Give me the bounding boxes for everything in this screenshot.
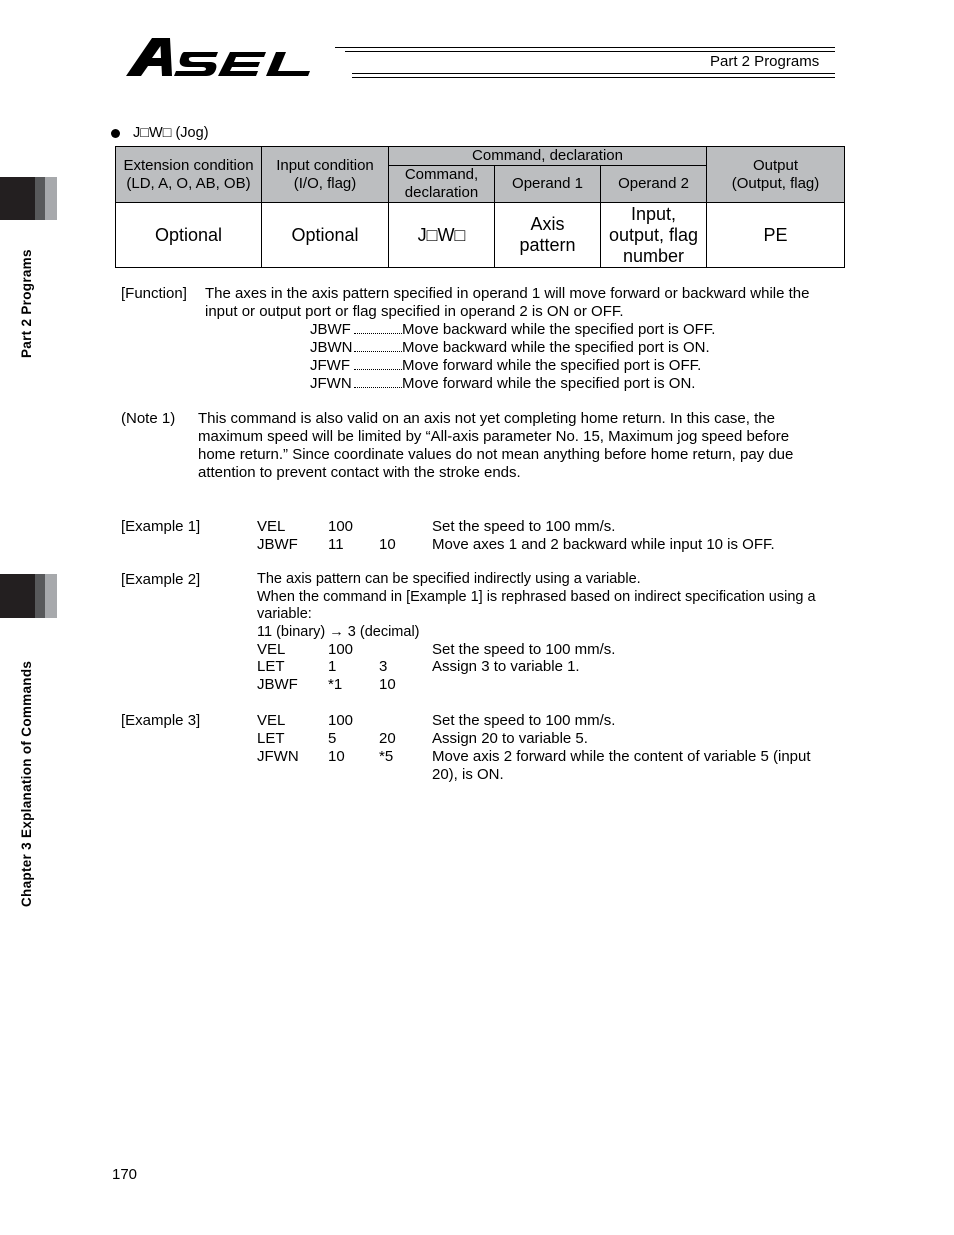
header-command-group: Command, declaration [389,147,707,166]
intro-line: variable: [257,606,312,622]
code-command: VEL [257,712,286,729]
cell-operand-2 [601,203,707,268]
function-text: The axes in the axis pattern specified in operand 1 will move forward or backward while the [205,285,810,302]
example-3-label: [Example 3] [121,712,201,729]
function-label: [Function] [121,285,187,302]
header-rule [352,77,835,78]
variant-command: JFWF [310,357,350,374]
note-line: This command is also valid on an axis not yet completing home return. In this case, the [198,410,775,427]
variant-row [310,375,715,393]
variant-command: JBWF [310,321,351,338]
code-comment: Move axes 1 and 2 backward while input 10 is OFF. [432,536,775,553]
code-operand-2: 10 [379,536,396,553]
example-2-label: [Example 2] [121,571,201,588]
variant-row [310,339,715,357]
code-operand-1: 11 [328,536,344,553]
header-command [389,166,495,203]
leader-dots [354,321,402,334]
intro-line: When the command in [Example 1] is rephrased based on indirect specification using a [257,588,816,605]
code-operand-2: 3 [379,658,388,675]
header-text: (LD, A, O, AB, OB) [126,174,251,192]
command-table [115,146,845,268]
code-comment: Assign 20 to variable 5. [432,730,588,747]
variant-row [310,357,715,375]
note-line: attention to prevent contact with the stroke ends. [198,464,521,481]
header-extension-condition [116,147,262,203]
header-output [707,147,845,203]
header-input-condition [262,147,389,203]
variant-description: Move backward while the specified port is OFF. [402,321,716,338]
side-tab-part-block [45,177,57,220]
example-2-intro [257,571,816,641]
side-tab-chapter-block [35,574,45,618]
side-tab-part-label: Part 2 Programs [19,249,34,358]
code-command: LET [257,658,285,675]
cell-text: pattern [519,235,576,255]
function-text: input or output port or flag specified in operand 2 is ON or OFF. [205,303,624,320]
note-line: home return.” Since coordinate values do not mean anything before home return, pay due [198,446,794,463]
header-text: Extension condition [123,156,254,174]
header-text: declaration [404,184,479,201]
note-label: (Note 1) [121,410,176,427]
variant-command: JBWN [310,339,353,356]
section-title: J□W□ (Jog) [133,125,209,141]
cell-operand-1 [495,203,601,268]
header-text: Command, [404,166,479,183]
code-operand-2: *5 [379,748,394,765]
cell-command: J□W□ [389,203,495,268]
variant-row [310,321,715,339]
asel-logo [122,34,347,80]
header-text: Output [753,156,799,174]
header-rule [352,73,835,74]
code-operand-2: 20 [379,730,396,747]
note-line: maximum speed will be limited by “All-axis parameter No. 15, Maximum jog speed before [198,428,790,445]
page-number: 170 [112,1166,138,1183]
cell-extension: Optional [116,203,262,268]
intro-line: 11 (binary) → 3 (decimal) [257,623,420,640]
leader-dots [354,339,402,352]
leader-dots [354,357,402,370]
cell-input: Optional [262,203,389,268]
cell-text: output, flag [608,224,699,245]
header-text: (I/O, flag) [293,174,357,192]
variant-description: Move backward while the specified port is ON. [402,339,710,356]
code-command: LET [257,730,285,747]
code-command: VEL [257,518,286,535]
side-tab-part-block [0,177,35,220]
code-operand-2: 10 [379,676,396,693]
code-comment: Set the speed to 100 mm/s. [432,641,616,658]
side-tab-chapter-block [45,574,57,618]
header-operand-1: Operand 1 [495,166,601,203]
code-operand-1: 100 [328,518,354,535]
code-command: JBWF [257,536,298,553]
header-part-label: Part 2 Programs [710,53,820,70]
cell-text: Input, [630,203,677,224]
leader-dots [354,375,402,388]
code-command: VEL [257,641,286,658]
header-rule [335,47,835,48]
variant-description: Move forward while the specified port is ON. [402,375,696,392]
variant-list [310,321,715,393]
code-comment: Set the speed to 100 mm/s. [432,712,616,729]
intro-line: The axis pattern can be specified indirectly using a variable. [257,571,641,587]
code-command: JBWF [257,676,298,693]
code-comment: Set the speed to 100 mm/s. [432,518,616,535]
code-operand-1: 100 [328,712,354,729]
code-operand-1: 1 [328,658,337,675]
side-tab-chapter-label: Chapter 3 Explanation of Commands [19,660,34,907]
code-operand-1: *1 [328,676,343,693]
cell-output: PE [707,203,845,268]
example-1-label: [Example 1] [121,518,201,535]
code-operand-1: 10 [328,748,345,765]
side-tab-chapter-block [0,574,35,618]
code-comment: Assign 3 to variable 1. [432,658,580,675]
code-operand-1: 100 [328,641,354,658]
code-comment: Move axis 2 forward while the content of variable 5 (input [432,748,811,765]
header-text: (Output, flag) [731,174,820,192]
header-text: Input condition [276,156,374,174]
cell-text: Axis [530,214,565,234]
variant-command: JFWN [310,375,352,392]
bullet-icon [111,129,120,138]
variant-description: Move forward while the specified port is OFF. [402,357,702,374]
cell-text: number [622,245,685,266]
code-operand-1: 5 [328,730,337,747]
header-rule [345,51,835,52]
note-text [198,410,793,482]
code-command: JFWN [257,748,299,765]
side-tab-part-block [35,177,45,220]
code-comment: 20), is ON. [432,766,504,783]
header-operand-2: Operand 2 [601,166,707,203]
